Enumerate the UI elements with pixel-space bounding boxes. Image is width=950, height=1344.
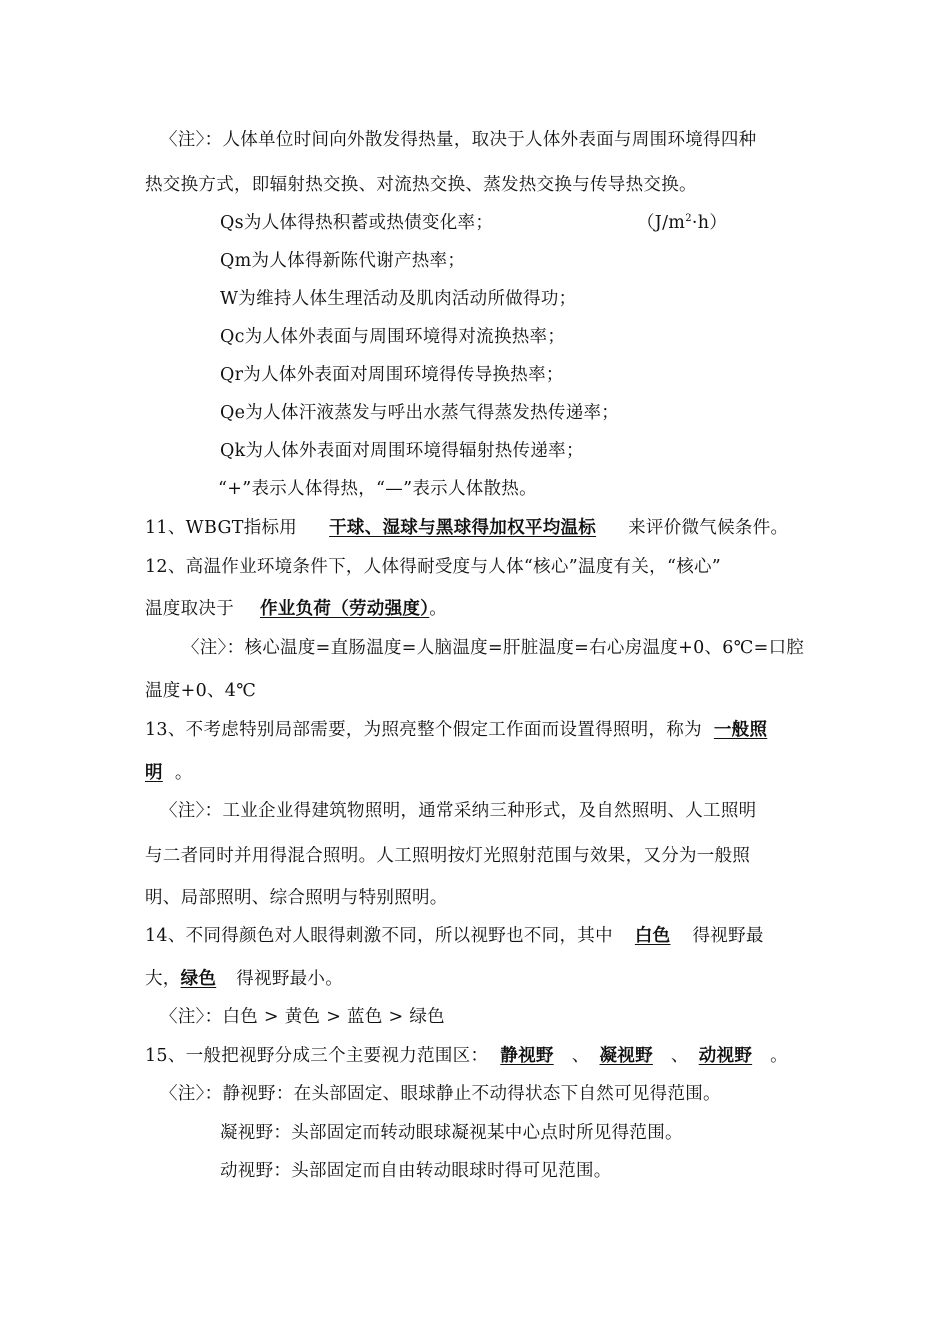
unit-label-pre: （J/m — [637, 213, 686, 233]
question-13-line2 — [145, 762, 193, 784]
q15-note-line1: 〈注〉：静视野：在头部固定、眼球静止不动得状态下自然可见得范围。 — [160, 1084, 721, 1104]
unit-label — [637, 212, 727, 234]
def-qk: Qk为人体外表面对周围环境得辐射热传递率； — [220, 441, 584, 461]
q15-note-line2: 凝视野：头部固定而转动眼球凝视某中心点时所见得范围。 — [220, 1123, 683, 1143]
q14-answer-green: 绿色 — [180, 969, 217, 989]
q14-suffix: 得视野最小。 — [236, 969, 344, 989]
q15-answer-gaze: 凝视野 — [599, 1046, 653, 1066]
unit-label-superscript: 2 — [685, 213, 692, 225]
q11-prefix: 11、WBGT指标用 — [145, 518, 298, 538]
question-12-line1: 12、高温作业环境条件下，人体得耐受度与人体“核心”温度有关，“核心” — [145, 557, 722, 577]
q14-answer-white: 白色 — [634, 926, 671, 946]
q13-note-line2: 与二者同时并用得混合照明。人工照明按灯光照射范围与效果，又分为一般照 — [145, 846, 751, 866]
q15-answer-dynamic: 动视野 — [698, 1046, 753, 1066]
def-w: W为维持人体生理活动及肌肉活动所做得功； — [220, 289, 577, 309]
q13-note-line3: 明、局部照明、综合照明与特别照明。 — [145, 888, 448, 908]
q13-answer-part2: 明 — [145, 763, 163, 783]
def-qm: Qm为人体得新陈代谢产热率； — [220, 251, 466, 271]
q13-note-line1: 〈注〉：工业企业得建筑物照明，通常采纳三种形式，及自然照明、人工照明 — [160, 801, 757, 821]
question-15 — [145, 1045, 788, 1067]
note-heat-exchange-line2: 热交换方式，即辐射热交换、对流热交换、蒸发热交换与传导热交换。 — [145, 175, 697, 195]
q13-suffix: 。 — [174, 763, 193, 783]
q12-answer: 作业负荷（劳动强度） — [260, 599, 430, 619]
question-13-line1 — [145, 719, 767, 741]
q14-prefix2: 大， — [145, 969, 181, 989]
def-qr: Qr为人体外表面对周围环境得传导换热率； — [220, 365, 564, 385]
def-qe: Qe为人体汗液蒸发与呼出水蒸气得蒸发热传递率； — [220, 403, 620, 423]
q11-suffix: 来评价微气候条件。 — [628, 518, 789, 538]
q13-prefix: 13、不考虑特别局部需要，为照亮整个假定工作面而设置得照明，称为 — [145, 720, 702, 740]
q15-note-line3: 动视野：头部固定而自由转动眼球时得可见范围。 — [220, 1161, 612, 1181]
question-12-line2 — [145, 598, 447, 620]
q14-prefix: 14、不同得颜色对人眼得刺激不同，所以视野也不同，其中 — [145, 926, 613, 946]
def-qc: Qc为人体外表面与周围环境得对流换热率； — [220, 327, 566, 347]
q15-prefix: 15、一般把视野分成三个主要视力范围区： — [145, 1046, 489, 1066]
q15-answer-static: 静视野 — [500, 1046, 554, 1066]
def-sign: “+”表示人体得热，“—”表示人体散热。 — [218, 479, 537, 499]
question-14-line1 — [145, 925, 764, 947]
q12-note-line1: 〈注〉：核心温度=直肠温度=人脑温度=肝脏温度=右心房温度+0、6℃=口腔 — [182, 638, 805, 658]
q15-separator-2: 、 — [670, 1046, 689, 1066]
question-14-line2 — [145, 968, 343, 990]
note-heat-exchange-line1: 〈注〉：人体单位时间向外散发得热量，取决于人体外表面与周围环境得四种 — [160, 130, 757, 150]
q11-answer: 干球、湿球与黑球得加权平均温标 — [329, 518, 597, 538]
q14-middle: 得视野最 — [692, 926, 764, 946]
q13-answer-part1: 一般照 — [713, 720, 768, 740]
def-qs: Qs为人体得热积蓄或热债变化率； — [220, 213, 494, 233]
q12-note-line2: 温度+0、4℃ — [145, 681, 257, 701]
question-11 — [145, 517, 788, 539]
q12-prefix: 温度取决于 — [145, 599, 234, 619]
unit-label-post: ·h） — [691, 213, 728, 233]
q14-note: 〈注〉：白色 > 黄色 > 蓝色 > 绿色 — [160, 1007, 445, 1027]
q15-separator-1: 、 — [571, 1046, 590, 1066]
q15-suffix: 。 — [770, 1046, 788, 1066]
q12-suffix: 。 — [429, 599, 448, 619]
